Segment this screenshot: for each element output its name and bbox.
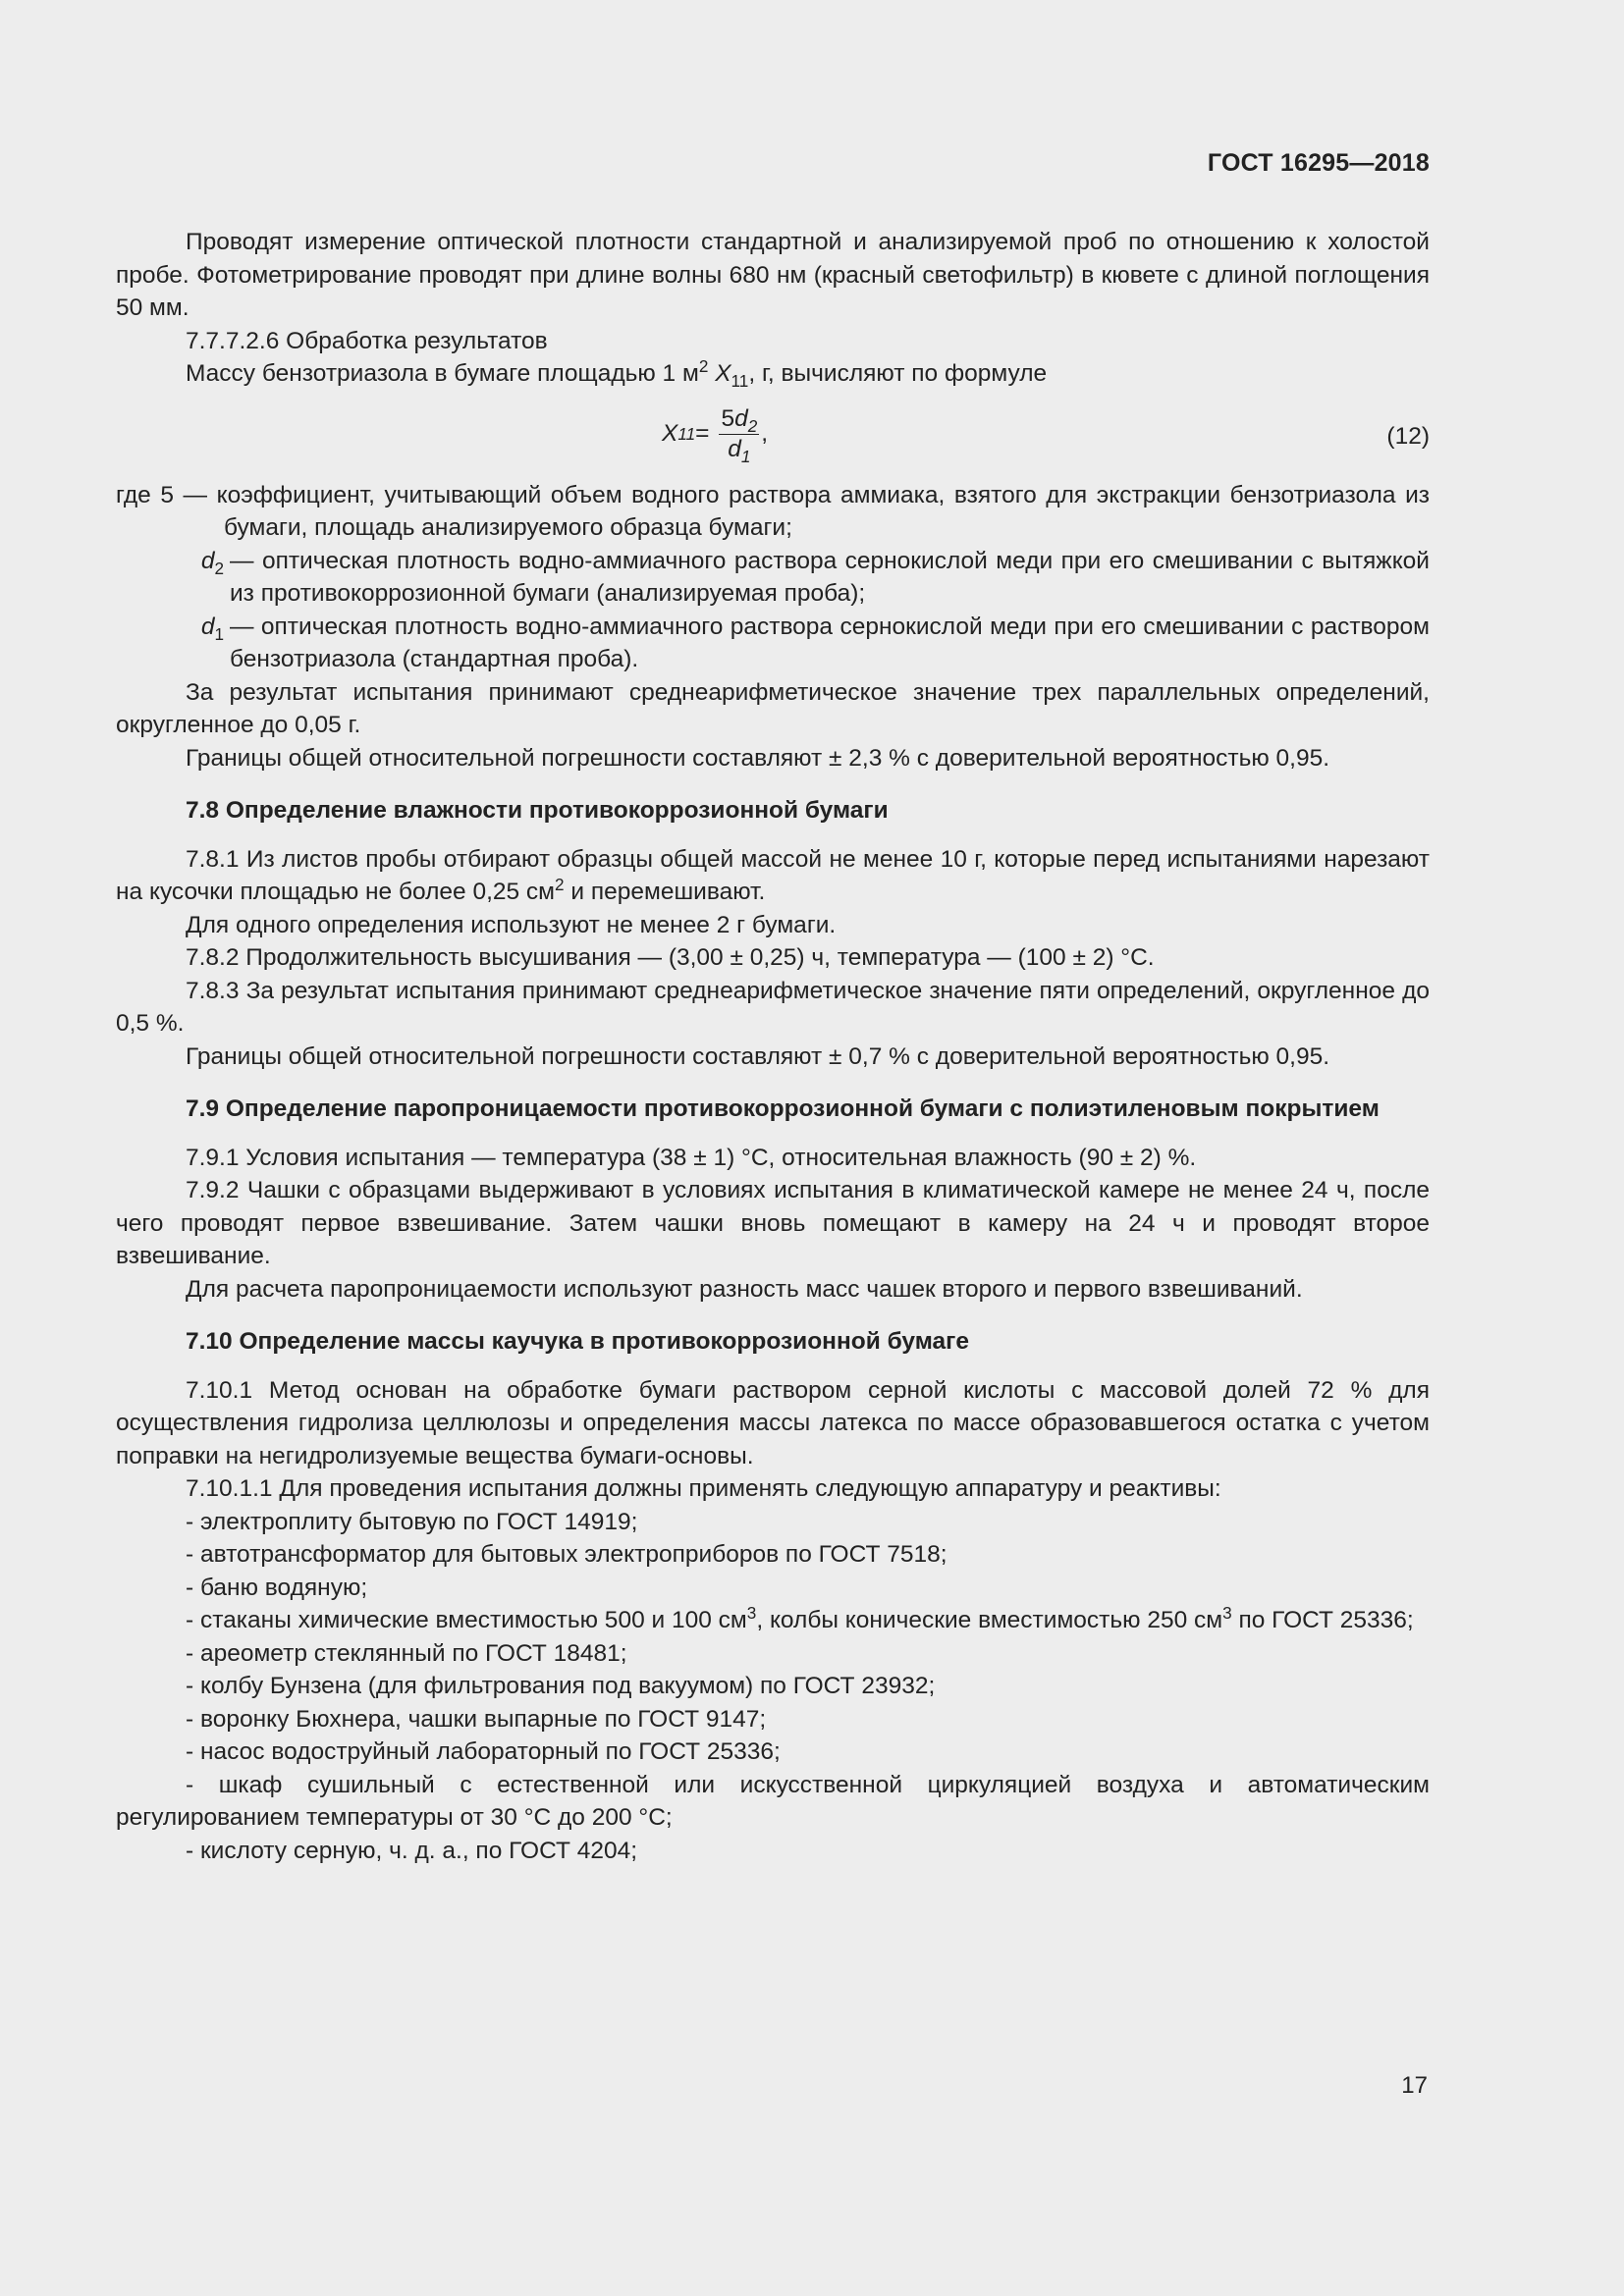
paragraph: За результат испытания принимают среднеарифметическое значение трех параллельных определений, округленное до 0,05 г. [116,678,1430,738]
formula-number: (12) [1386,422,1430,450]
formula-expression: X 11 = $\frac{5d_2}{d_1}$ , [662,404,769,466]
paragraph: Для одного определения используют не менее 2 г бумаги. [186,911,837,938]
list-item: - колбу Бунзена (для фильтрования под вакуумом) по ГОСТ 23932; [186,1673,936,1699]
paragraph: Для расчета паропроницаемости используют разность масс чашек второго и первого взвешиваний. [186,1275,1303,1303]
paragraph: 7.9.2 Чашки с образцами выдерживают в условиях испытания в климатической камере не менее 24 ч, после чего проводят первое взвешивание. Затем чашки вновь помещают в камеру на 24 ч и проводят второе взвешивание. [116,1177,1430,1269]
list-item: - ареометр стеклянный по ГОСТ 18481; [186,1639,627,1667]
paragraph: 7.10.1 Метод основан на обработке бумаги раствором серной кислоты с массовой долей 72 % для осуществления гидролиза целлюлозы и определения массы латекса по массе образовавшегося остатка с учетом поправки на негидролизуемые вещества бумаги-основы. [116,1376,1430,1469]
list-item: - воронку Бюхнера, чашки выпарные по ГОСТ 9147; [186,1705,767,1733]
document-header: ГОСТ 16295—2018 [1207,149,1430,177]
paragraph: 7.8.2 Продолжительность высушивания — (3,00 ± 0,25) ч, температура — (100 ± 2) °С. [186,944,1155,971]
formula-12 [116,399,1430,467]
paragraph: 7.8.3 За результат испытания принимают среднеарифметическое значение пяти определений, округленное до 0,5 %. [116,977,1430,1037]
paragraph: Границы общей относительной погрешности составляют ± 2,3 % с доверительной вероятностью 0,95. [186,744,1330,772]
section-title-7-10: 7.10 Определение массы каучука в противокоррозионной бумаге [186,1328,969,1355]
legend-item: где 5 — коэффициент, учитывающий объем водного раствора аммиака, взятого для экстракции бензотриазола из бумаги, площадь анализируемого образца бумаги; [116,481,1430,541]
legend-item-d1: $d_1$ — оптическая плотность водно-аммиачного раствора сернокислой меди при его смешивании с раствором бензотриазола (стандартная проба). [200,613,1430,672]
paragraph: Массу бензотриазола в бумаге площадью 1 $м^2$ $X_{11}$, г, вычисляют по формуле [186,355,1048,391]
paragraph: Границы общей относительной погрешности составляют ± 0,7 % с доверительной вероятностью 0,95. [186,1042,1330,1070]
section-title-7-9: 7.9 Определение паропроницаемости противокоррозионной бумаги с полиэтиленовым покрытием [186,1095,1380,1122]
list-item: - электроплиту бытовую по ГОСТ 14919; [186,1508,638,1535]
list-item: - баню водяную; [186,1574,368,1601]
page-number: 17 [1401,2072,1428,2099]
formula-fraction: $\frac{5d_2}{d_1}$ [721,404,758,466]
list-item: - кислоту серную, ч. д. а., по ГОСТ 4204; [186,1837,638,1864]
paragraph: 7.9.1 Условия испытания — температура (38 ± 1) °С, относительная влажность (90 ± 2) %. [186,1144,1197,1171]
formula-legend [116,479,1430,676]
section-title-7-8: 7.8 Определение влажности противокоррозионной бумаги [186,797,889,824]
paragraph: 7.7.7.2.6 Обработка результатов [186,327,548,354]
paragraph: 7.8.1 Из листов пробы отбирают образцы общей массой не менее 10 г, которые перед испытаниями нарезают на кусочки площадью не более 0,25 $см^2$ и перемешивают. [116,845,1430,905]
paragraph: Проводят измерение оптической плотности стандартной и анализируемой проб по отношению к холостой пробе. Фотометрирование проводят при длине волны 680 нм (красный светофильтр) в кювете с длиной поглощения 50 мм. [116,229,1430,321]
page-body [116,145,1430,1867]
list-item: - насос водоструйный лабораторный по ГОСТ 25336; [186,1738,781,1765]
list-item: - шкаф сушильный с естественной или искусственной циркуляцией воздуха и автоматическим регулированием температуры от 30 °С до 200 °С; [116,1771,1430,1831]
list-item: - стаканы химические вместимостью 500 и 100 $см^3$, колбы конические вместимостью 250 $см^3$ по ГОСТ 25336; [186,1602,1414,1633]
list-item: - автотрансформатор для бытовых электроприборов по ГОСТ 7518; [186,1541,947,1568]
legend-item-d2: $d_2$ — оптическая плотность водно-аммиачного раствора сернокислой меди при его смешивании с вытяжкой из противокоррозионной бумаги (анализируемая проба); [200,547,1430,607]
paragraph: 7.10.1.1 Для проведения испытания должны применять следующую аппаратуру и реактивы: [186,1475,1221,1502]
